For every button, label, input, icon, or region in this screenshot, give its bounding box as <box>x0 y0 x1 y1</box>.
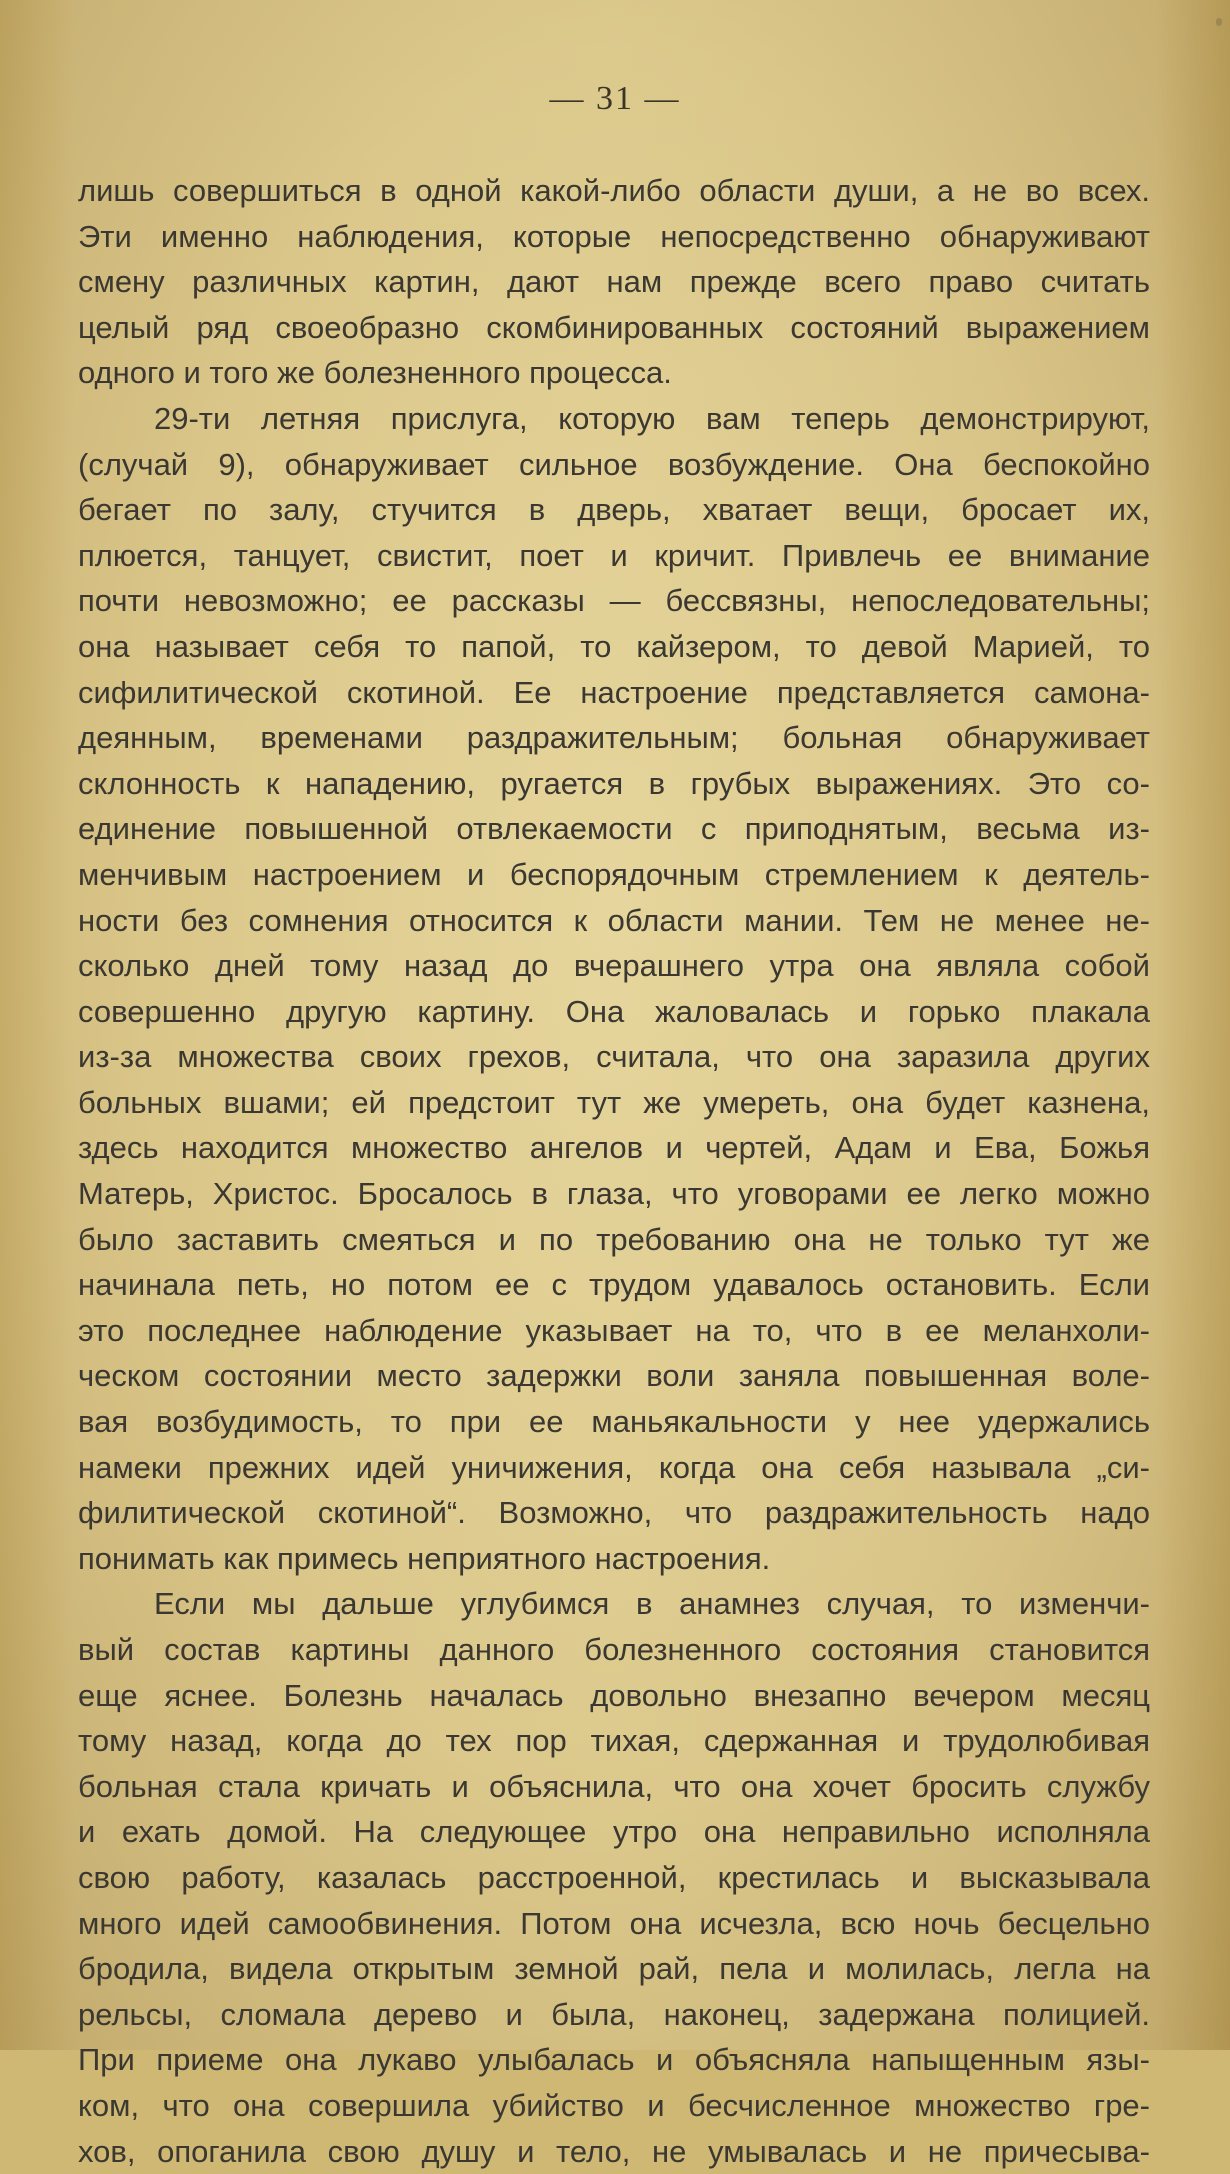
text-line: филитической скотиной“. Возможно, что раздражительность надо <box>78 1495 1150 1531</box>
text-line: ком, что она совершила убийство и бесчисленное множество гре- <box>78 2087 1150 2123</box>
text-line: еще яснее. Болезнь началась довольно внезапно вечером месяц <box>78 1677 1150 1713</box>
text-line: целый ряд своеобразно скомбинированных состояний выражением <box>78 309 1150 345</box>
text-line: она называет себя то папой, то кайзером, то девой Марией, то <box>78 628 1150 664</box>
text-line: много идей самообвинения. Потом она исчезла, всю ночь бесцельно <box>78 1905 1150 1941</box>
text-line: Матерь, Христос. Бросалось в глаза, что уговорами ее легко можно <box>78 1176 1150 1212</box>
text-line: плюется, танцует, свистит, поет и кричит. Привлечь ее внимание <box>78 537 1150 573</box>
text-line: смену различных картин, дают нам прежде всего право считать <box>78 264 1150 300</box>
text-line: почти невозможно; ее рассказы — бессвязны, непоследовательны; <box>78 583 1150 619</box>
text-line: ческом состоянии место задержки воли заняла повышенная воле- <box>78 1358 1150 1394</box>
text-line: рельсы, сломала дерево и была, наконец, задержана полицией. <box>78 1996 1150 2032</box>
text-line: менчивым настроением и беспорядочным стремлением к деятель- <box>78 856 1150 892</box>
text-line: больная стала кричать и объяснила, что она хочет бросить службу <box>78 1768 1150 1804</box>
text-line: При приеме она лукаво улыбалась и объясняла напыщенным язы- <box>78 2042 1150 2078</box>
text-line: вая возбудимость, то при ее маньякальности у нее удержались <box>78 1404 1150 1440</box>
text-line: бегает по залу, стучится в дверь, хватает вещи, бросает их, <box>78 492 1150 528</box>
text-line: единение повышенной отвлекаемости с приподнятым, весьма из- <box>78 811 1150 847</box>
text-line: Если мы дальше углубимся в анамнез случая, то изменчи- <box>154 1586 1150 1622</box>
text-line: больных вшами; ей предстоит тут же умереть, она будет казнена, <box>78 1084 1150 1120</box>
text-line: склонность к нападению, ругается в грубых выражениях. Это со- <box>78 765 1150 801</box>
text-line: вый состав картины данного болезненного состояния становится <box>78 1632 1150 1667</box>
text-line: понимать как примесь неприятного настроения. <box>78 1540 771 1576</box>
paper-stain <box>1216 18 1222 26</box>
text-line: одного и того же болезненного процесса. <box>78 355 672 391</box>
text-line: бродила, видела открытым земной рай, пела и молилась, легла на <box>78 1951 1150 1987</box>
text-line: из-за множества своих грехов, считала, что она заразила других <box>78 1039 1150 1075</box>
text-line: это последнее наблюдение указывает на то, что в ее меланхоли- <box>78 1312 1150 1348</box>
page-number: — 31 — <box>549 80 681 117</box>
text-line: Эти именно наблюдения, которые непосредственно обнаруживают <box>78 218 1150 254</box>
text-line: лишь совершиться в одной какой-либо области души, а не во всех. <box>78 173 1150 208</box>
text-line: сифилитической скотиной. Ее настроение представляется самона- <box>78 674 1150 710</box>
text-line: здесь находится множество ангелов и чертей, Адам и Ева, Божья <box>78 1130 1150 1166</box>
text-line: свою работу, казалась расстроенной, крестилась и высказывала <box>78 1859 1150 1895</box>
body-text <box>78 168 1150 2174</box>
text-line: ности без сомнения относится к области мании. Тем не менее не- <box>78 902 1150 938</box>
text-line: тому назад, когда до тех пор тихая, сдержанная и трудолюбивая <box>78 1723 1150 1759</box>
text-line: 29-ти летняя прислуга, которую вам теперь демонстрируют, <box>154 400 1150 436</box>
text-line: совершенно другую картину. Она жаловалась и горько плакала <box>78 993 1150 1029</box>
text-line: (случай 9), обнаруживает сильное возбуждение. Она беспокойно <box>78 446 1150 482</box>
text-line: намеки прежних идей уничижения, когда она себя называла „си- <box>78 1449 1150 1485</box>
text-line: и ехать домой. На следующее утро она неправильно исполняла <box>78 1814 1150 1850</box>
text-line: хов, опоганила свою душу и тело, не умывалась и не причесыва- <box>78 2133 1150 2169</box>
text-line: деянным, временами раздражительным; больная обнаруживает <box>78 720 1150 756</box>
text-line: было заставить смеяться и по требованию она не только тут же <box>78 1221 1150 1257</box>
text-line: начинала петь, но потом ее с трудом удавалось остановить. Если <box>78 1267 1150 1303</box>
text-line: сколько дней тому назад до вчерашнего утра она являла собой <box>78 948 1150 984</box>
